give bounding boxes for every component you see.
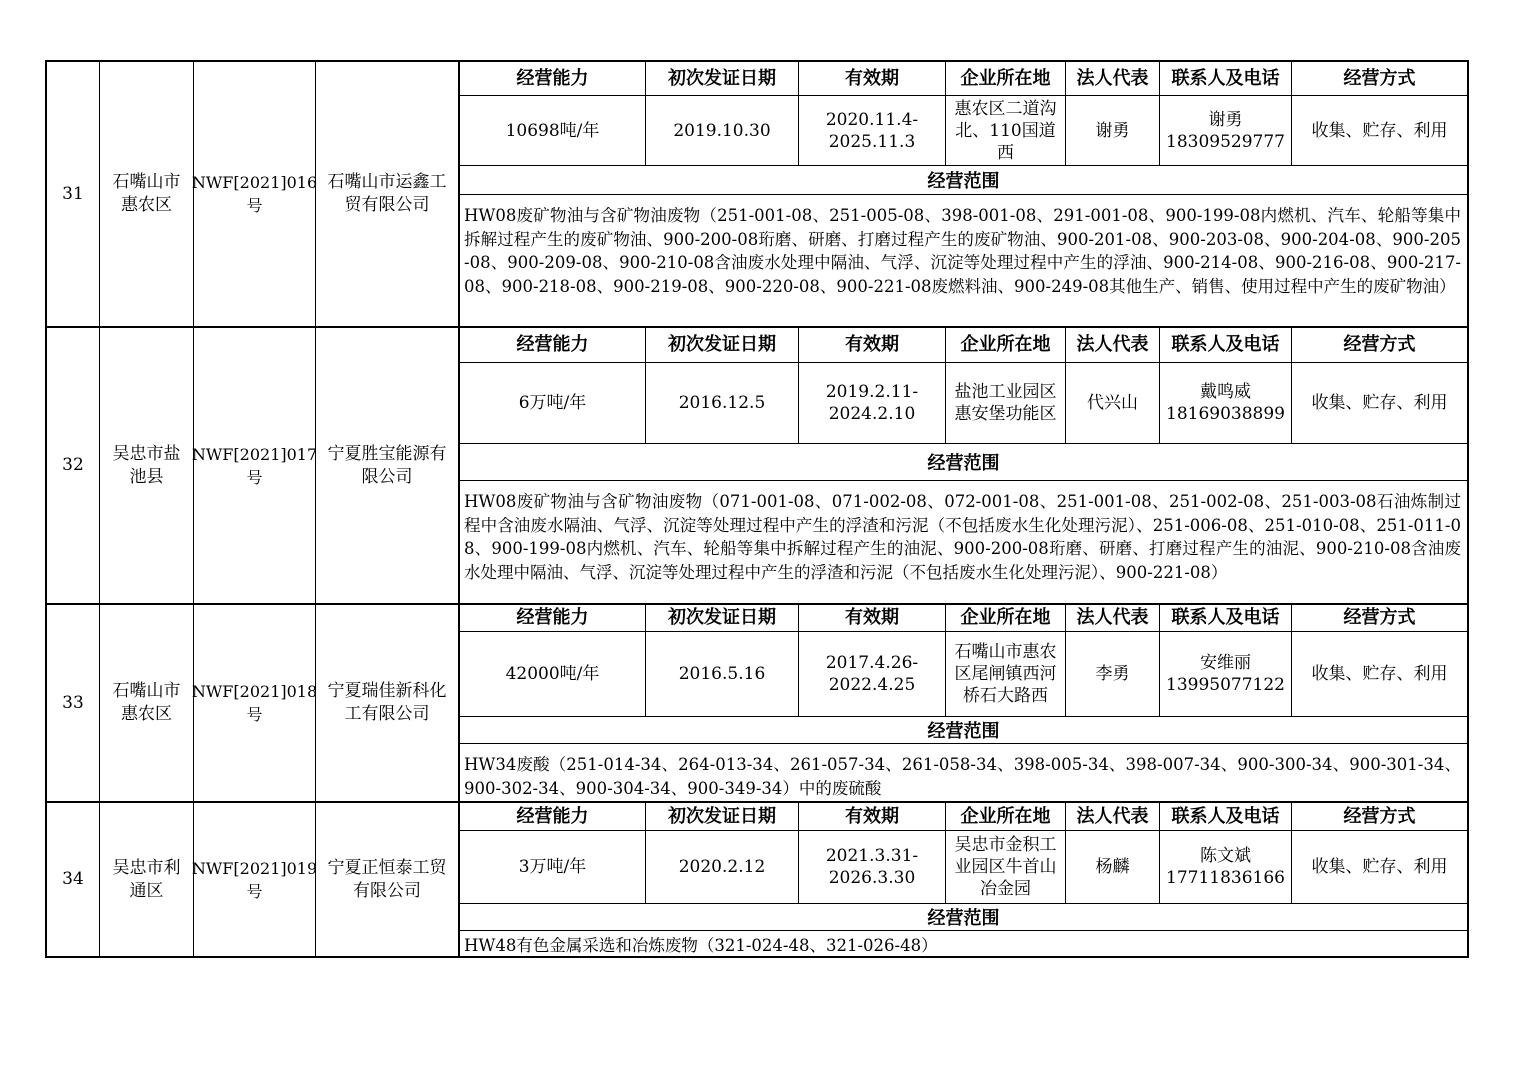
header-validity: 有效期 [799,62,946,95]
capacity-value: 10698吨/年 [460,96,646,165]
scope-header: 经营范围 [460,717,1467,744]
detail-header-row [460,62,1467,96]
header-mode: 经营方式 [1343,334,1416,355]
detail-header-row [460,803,1467,831]
scope-header: 经营范围 [460,904,1467,931]
first-issue-value: 2016.5.16 [646,632,799,716]
header-first-issue: 初次发证日期 [646,62,799,95]
row-number: 31 [47,62,100,326]
legal-rep-value: 杨麟 [1066,831,1160,903]
header-legal-rep: 法人代表 [1066,803,1160,830]
location-value: 惠农区二道沟北、110国道西 [946,96,1066,165]
license-number: NWF[2021]019号 [194,803,316,956]
capacity-value: 6万吨/年 [460,363,646,443]
header-capacity: 经营能力 [460,803,646,830]
header-contact: 联系人及电话 [1160,328,1292,362]
header-legal-rep: 法人代表 [1066,62,1160,95]
detail-value-row [460,632,1467,717]
header-validity: 有效期 [799,605,946,631]
legal-rep-value: 代兴山 [1066,363,1160,443]
company-name: 宁夏正恒泰工贸有限公司 [316,803,460,956]
header-location: 企业所在地 [946,605,1066,631]
header-legal-rep: 法人代表 [1066,605,1160,631]
license-number: NWF[2021]018号 [194,605,316,801]
table-row-33 [45,605,1469,803]
scope-text: HW08废矿物油与含矿物油废物（251-001-08、251-005-08、398-001-08、291-001-08、900-199-08内燃机、汽车、轮船等集中拆解过程产生的废矿物油、900-200-08珩磨、研磨、打磨过程产生的废矿物油、900-201-08、900-203-08、900-204-08、900-205-08、900-209-08、900-210-08含油废水处理中隔油、气浮、沉淀等处理过程中产生的浮油、900-214-08、900-216-08、900-217-08、900-218-08、900-219-08、900-220-08、900-221-08废燃料油、900-249-08其他生产、销售、使用过程中产生的废矿物油） [464,206,1461,296]
detail-header-row [460,328,1467,363]
mode-value: 收集、贮存、利用 [1311,120,1448,141]
row-number: 33 [47,605,100,801]
first-issue-value: 2016.12.5 [646,363,799,443]
legal-rep-value: 谢勇 [1066,96,1160,165]
scope-header: 经营范围 [460,444,1467,481]
scope-text: HW48有色金属采选和冶炼废物（321-024-48、321-026-48） [464,936,938,955]
header-location: 企业所在地 [946,803,1066,830]
area-cell: 石嘴山市惠农区 [100,605,194,801]
header-location: 企业所在地 [946,328,1066,362]
license-number: NWF[2021]016号 [194,62,316,326]
first-issue-value: 2020.2.12 [646,831,799,903]
header-capacity: 经营能力 [460,328,646,362]
header-first-issue: 初次发证日期 [646,328,799,362]
header-contact: 联系人及电话 [1160,605,1292,631]
scope-header: 经营范围 [460,166,1467,195]
location-value: 石嘴山市惠农区尾闸镇西河桥石大路西 [946,632,1066,716]
row-number: 32 [47,328,100,603]
scope-text: HW08废矿物油与含矿物油废物（071-001-08、071-002-08、072-001-08、251-001-08、251-002-08、251-003-08石油炼制过程中含油废水隔油、气浮、沉淀等处理过程中产生的浮渣和污泥（不包括废水生化处理污泥）、251-006-08、251-010-08、251-011-08、900-199-08内燃机、汽车、轮船等集中拆解过程产生的油泥、900-200-08珩磨、研磨、打磨过程产生的油泥、900-210-08含油废水处理中隔油、气浮、沉淀等处理过程中产生的浮渣和污泥（不包括废水生化处理污泥）、900-221-08） [464,492,1461,582]
mode-value: 收集、贮存、利用 [1311,393,1448,413]
company-name: 宁夏瑞佳新科化工有限公司 [316,605,460,801]
contact-value: 谢勇18309529777 [1160,96,1292,165]
header-validity: 有效期 [799,803,946,830]
capacity-value: 3万吨/年 [460,831,646,903]
area-cell: 石嘴山市惠农区 [100,62,194,326]
table-row-32 [45,328,1469,605]
area-cell: 吴忠市利通区 [100,803,194,956]
validity-value: 2020.11.4-2025.11.3 [799,96,946,165]
header-capacity: 经营能力 [460,605,646,631]
company-name: 石嘴山市运鑫工贸有限公司 [316,62,460,326]
mode-value: 收集、贮存、利用 [1311,664,1448,684]
header-mode: 经营方式 [1343,67,1416,89]
location-value: 盐池工业园区惠安堡功能区 [946,363,1066,443]
validity-value: 2021.3.31-2026.3.30 [799,831,946,903]
contact-value: 安维丽13995077122 [1160,632,1292,716]
detail-header-row [460,605,1467,632]
contact-value: 戴鸣威18169038899 [1160,363,1292,443]
mode-value: 收集、贮存、利用 [1311,857,1448,877]
contact-value: 陈文斌17711836166 [1160,831,1292,903]
row-number: 34 [47,803,100,956]
first-issue-value: 2019.10.30 [646,96,799,165]
detail-value-row [460,96,1467,166]
table-row-31 [45,60,1469,328]
scope-text: HW34废酸（251-014-34、264-013-34、261-057-34、261-058-34、398-005-34、398-007-34、900-300-34、900-301-34、900-302-34、900-304-34、900-349-34）中的废硫酸 [464,755,1461,798]
header-capacity: 经营能力 [460,62,646,95]
permit-table [45,60,1469,958]
detail-block [460,62,1467,326]
detail-value-row [460,363,1467,444]
header-contact: 联系人及电话 [1160,803,1292,830]
header-validity: 有效期 [799,328,946,362]
validity-value: 2019.2.11-2024.2.10 [799,363,946,443]
legal-rep-value: 李勇 [1066,632,1160,716]
detail-block [460,605,1467,801]
table-row-34 [45,803,1469,958]
header-legal-rep: 法人代表 [1066,328,1160,362]
area-cell: 吴忠市盐池县 [100,328,194,603]
header-contact: 联系人及电话 [1160,62,1292,95]
header-mode: 经营方式 [1343,805,1416,827]
header-mode: 经营方式 [1343,607,1416,628]
detail-block [460,328,1467,603]
detail-value-row [460,831,1467,904]
detail-block [460,803,1467,956]
validity-value: 2017.4.26-2022.4.25 [799,632,946,716]
capacity-value: 42000吨/年 [460,632,646,716]
license-number: NWF[2021]017号 [194,328,316,603]
location-value: 吴忠市金积工业园区牛首山冶金园 [946,831,1066,903]
header-first-issue: 初次发证日期 [646,605,799,631]
company-name: 宁夏胜宝能源有限公司 [316,328,460,603]
header-location: 企业所在地 [946,62,1066,95]
header-first-issue: 初次发证日期 [646,803,799,830]
